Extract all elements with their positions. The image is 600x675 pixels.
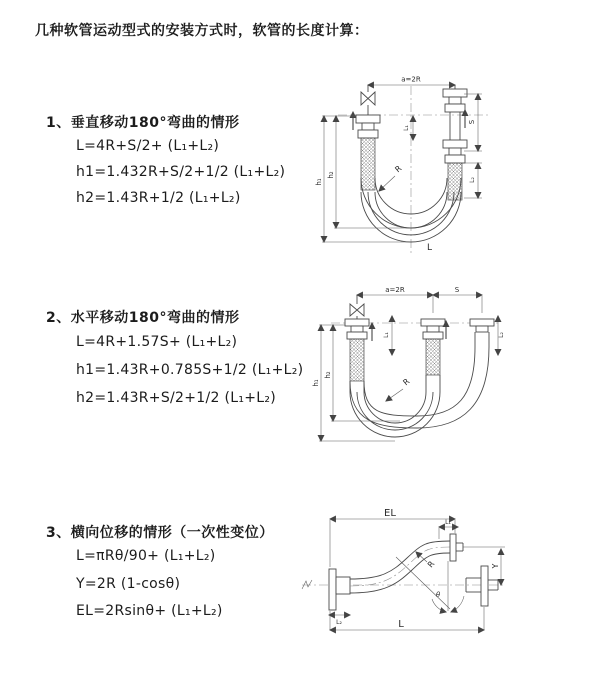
dim-label-h1: h₁ — [312, 379, 320, 387]
centerline-break-icon — [302, 580, 312, 589]
section-3-formula-Y: Y=2R (1-cosθ) — [76, 576, 181, 592]
section-1-heading: 1、垂直移动180°弯曲的情形 — [46, 115, 240, 131]
moving-end-position-2 — [470, 319, 494, 347]
original-position-pipe — [466, 566, 498, 606]
page-title: 几种软管运动型式的安装方式时，软管的长度计算： — [35, 23, 369, 39]
dim-L1 — [403, 116, 413, 140]
dim-label-a2R: a=2R — [385, 286, 405, 294]
hose-braid — [426, 339, 440, 375]
dim-label-Y: Y — [491, 563, 500, 569]
diagram-horizontal-180-bend — [305, 283, 600, 463]
flange — [345, 319, 369, 326]
flange — [329, 569, 336, 610]
dim-EL — [330, 508, 455, 570]
hose-u-bend-position-2 — [350, 347, 489, 428]
diagram-lateral-displacement — [298, 503, 600, 641]
section-1-formula-h1: h1=1.432R+S/2+1/2 (L₁+L₂) — [76, 164, 286, 180]
dim-label-L: L — [398, 619, 404, 630]
radius-label: R — [401, 376, 412, 388]
hose-braid — [361, 138, 375, 190]
section-2-heading: 2、水平移动180°弯曲的情形 — [46, 310, 240, 326]
pipe-stub — [336, 577, 350, 594]
diagram-vertical-180-bend — [310, 70, 595, 268]
dim-label-L1: L₁ — [383, 332, 390, 338]
section-2-formula-h2: h2=1.43R+S/2+1/2 (L₁+L₂) — [76, 390, 277, 406]
dim-L2 — [329, 615, 350, 626]
radius-label: R — [393, 163, 404, 175]
radius-callout — [379, 164, 404, 191]
dim-label-L1: L₁ — [445, 519, 451, 526]
section-3-heading: 3、横向位移的情形（一次性变位） — [46, 525, 274, 541]
dim-label-L2: L₂ — [469, 177, 476, 183]
dim-L2 — [464, 163, 482, 198]
section-1-formula-h2: h2=1.43R+1/2 (L₁+L₂) — [76, 190, 241, 206]
length-label-L: L — [427, 243, 433, 253]
section-3-formula-EL: EL=2Rsinθ+ (L₁+L₂) — [76, 603, 223, 619]
dim-label-h2: h₂ — [324, 371, 332, 379]
dim-L2 — [498, 316, 505, 355]
left-end-assembly — [329, 569, 350, 610]
dim-label-L1: L₁ — [403, 125, 410, 131]
fixed-end-assembly — [356, 85, 380, 190]
section-2-formula-L: L=4R+1.57S+ (L₁+L₂) — [76, 334, 238, 350]
angle-label-theta: θ — [435, 591, 441, 599]
dim-label-S: S — [468, 119, 476, 125]
flange — [356, 115, 380, 123]
radius-label: R — [425, 559, 437, 570]
valve-icon — [361, 92, 375, 105]
flange — [481, 566, 488, 606]
section-2-formula-h1: h1=1.43R+0.785S+1/2 (L₁+L₂) — [76, 362, 304, 378]
dim-L — [330, 607, 484, 630]
dim-L1 — [383, 316, 392, 355]
radius-callout — [386, 377, 412, 401]
flange — [443, 89, 467, 97]
hose-braid — [448, 163, 462, 200]
dim-span-a2R — [357, 286, 482, 313]
flange — [470, 319, 494, 326]
section-3-formula-L: L=πRθ/90+ (L₁+L₂) — [76, 548, 216, 564]
fixed-end-assembly — [345, 295, 369, 381]
dim-label-h2: h₂ — [327, 171, 335, 179]
upper-end-assembly — [450, 534, 463, 561]
dim-label-EL: EL — [384, 508, 396, 519]
dim-label-S: S — [454, 286, 460, 294]
dim-span-a2R — [368, 76, 455, 86]
dim-label-L2: L₂ — [498, 332, 505, 338]
dim-label-a2R: a=2R — [401, 75, 421, 84]
dim-label-L2: L₂ — [336, 619, 342, 626]
flange — [450, 534, 456, 561]
valve-icon — [350, 304, 364, 316]
flange — [421, 319, 445, 326]
moving-end-position-1 — [421, 319, 445, 375]
section-1-formula-L: L=4R+S/2+ (L₁+L₂) — [76, 138, 220, 154]
hose-braid — [350, 339, 364, 381]
dim-label-h1: h₁ — [315, 178, 323, 186]
